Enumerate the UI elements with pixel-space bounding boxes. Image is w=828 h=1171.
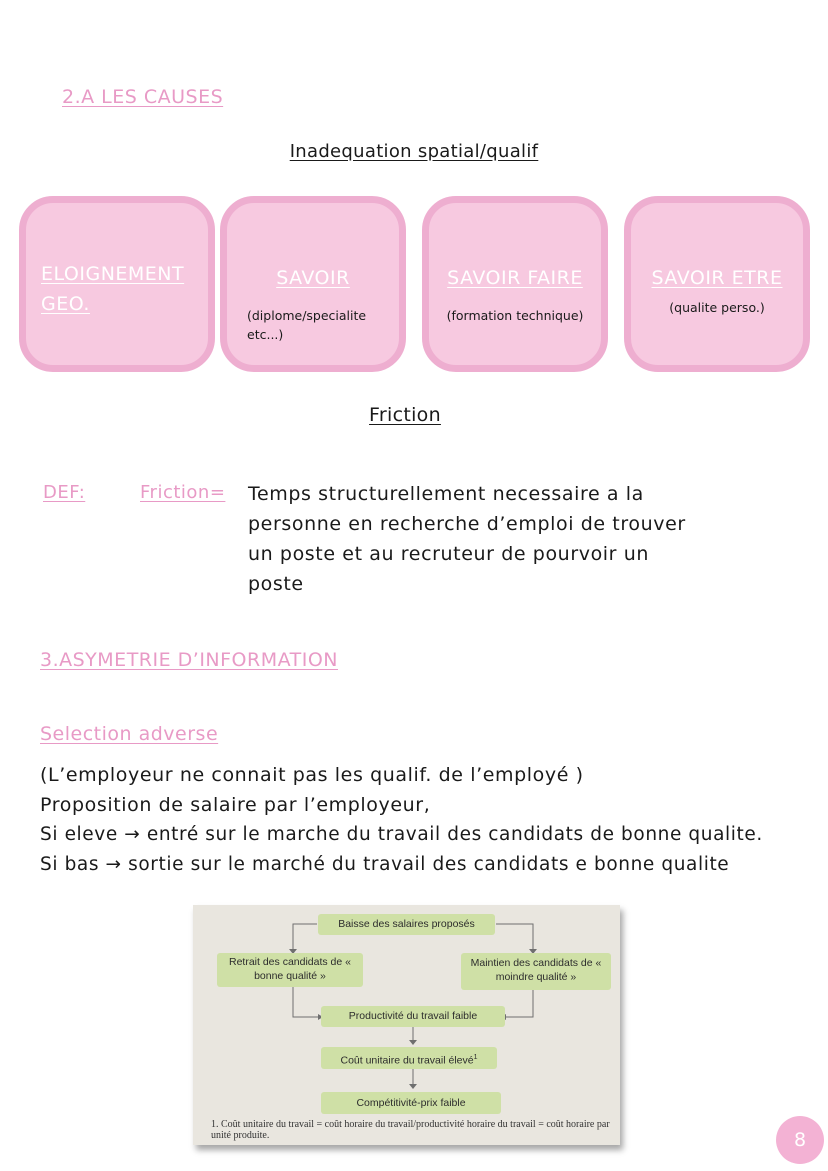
- card-savoir-faire-title: SAVOIR FAIRE: [447, 267, 583, 289]
- box-cout-unitaire-label: Coût unitaire du travail élevé: [340, 1054, 474, 1067]
- card-savoir-etre: [624, 196, 810, 372]
- box-maintien-candidats: Maintien des candidats de « moindre qualité »: [461, 953, 611, 990]
- inadequation-title: Inadequation spatial/qualif: [289, 141, 539, 162]
- card-savoir: [220, 196, 406, 372]
- selection-title: Selection adverse: [40, 723, 219, 745]
- card-savoir-sub: (diplome/specialite etc...): [247, 308, 367, 342]
- box-cout-unitaire: [321, 1047, 497, 1069]
- card-savoir-etre-sub: (qualite perso.): [669, 300, 765, 315]
- card-eloignement-title: ELOIGNEMENT GEO.: [41, 263, 185, 315]
- def-text: Temps structurellement necessaire a la personne en recherche d’emploi de trouver un poste et au recruteur de pourvoir un poste: [248, 483, 686, 595]
- textbook-diagram: [193, 905, 620, 1145]
- card-eloignement: [19, 196, 215, 372]
- card-savoir-title: SAVOIR: [276, 267, 350, 289]
- box-competitivite: Compétitivité-prix faible: [321, 1092, 501, 1114]
- def-term: Friction=: [140, 482, 226, 503]
- box-retrait-candidats: Retrait des candidats de « bonne qualité »: [217, 953, 363, 987]
- selection-line: Si eleve → entré sur le marche du travail des candidats de bonne qualite.: [40, 824, 763, 845]
- box-baisse-salaires: Baisse des salaires proposés: [318, 914, 495, 935]
- textbook-footnote: 1. Coût unitaire du travail = coût horaire du travail/productivité horaire du travail = coût horaire par unité produite.: [211, 1119, 610, 1141]
- card-savoir-faire-sub: (formation technique): [446, 308, 584, 323]
- selection-line: (L’employeur ne connait pas les qualif. de l’employé ): [40, 764, 584, 786]
- selection-line: Si bas → sortie sur le marché du travail des candidats e bonne qualite: [40, 854, 730, 875]
- box-cout-unitaire-note: 1: [473, 1054, 478, 1061]
- section-2a-title: 2.A LES CAUSES: [62, 86, 224, 108]
- selection-line: Proposition de salaire par l’employeur,: [40, 794, 431, 816]
- section-3-title: 3.ASYMETRIE D’INFORMATION: [40, 649, 339, 671]
- friction-title: Friction: [369, 404, 441, 426]
- box-productivite: Productivité du travail faible: [321, 1006, 505, 1027]
- def-label: DEF:: [43, 482, 86, 503]
- selection-lines: [40, 760, 825, 880]
- page-number-badge: 8: [776, 1116, 824, 1164]
- card-savoir-faire: [422, 196, 608, 372]
- card-savoir-etre-title: SAVOIR ETRE: [651, 267, 783, 289]
